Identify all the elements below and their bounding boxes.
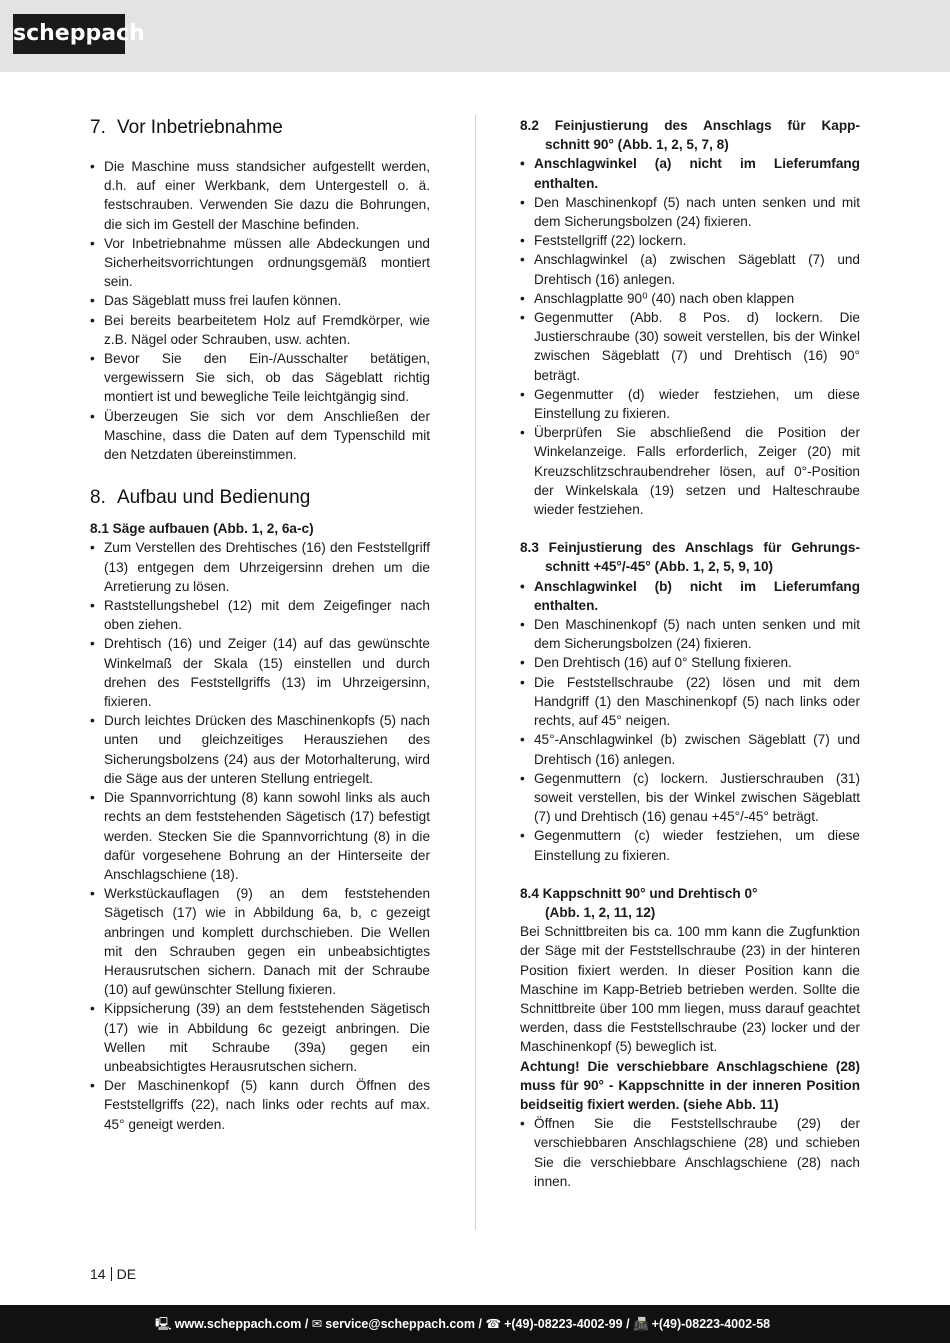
left-column	[90, 116, 430, 1134]
phone-icon: ☎	[485, 1317, 502, 1331]
section-8-3-heading: 8.3 Feinjustierung des Anschlags für Gehrungs- schnitt +45°/-45° (Abb. 1, 2, 5, 9, 10)	[520, 540, 860, 575]
list-item: • Werkstückauflagen (9) an dem feststehenden Sägetisch (17) wie in Abbildung 6a, b, c gezeigt anbringen und komplett durchschieben. Die Wellen mit den Schrauben gegen ein unbeabsichtigtes Herausrutschen sichern. Danach mit der Schraube (10) auf gewünschter Stellung fixieren.	[90, 884, 430, 999]
mail-icon: ✉	[311, 1317, 323, 1331]
list-item: • Der Maschinenkopf (5) kann durch Öffnen des Feststellgriffs (22), nach links oder rechts auf max. 45° geneigt werden.	[90, 1076, 430, 1134]
email-link[interactable]: service@scheppach.com	[325, 1317, 476, 1331]
fax-number: +(49)-08223-4002-58	[651, 1317, 771, 1331]
list-item: • Anschlagwinkel (b) nicht im Lieferumfang enthalten.	[520, 577, 860, 615]
list-item: • Gegenmuttern (c) wieder festziehen, um diese Einstellung zu fixieren.	[520, 826, 860, 864]
section-8-1-list	[90, 538, 430, 1133]
warning-paragraph: Achtung! Die verschiebbare Anschlagschiene (28) muss für 90° - Kappschnitte in der inneren Position beidseitig fixiert werden. (siehe Abb. 11)	[520, 1058, 860, 1112]
website-link[interactable]: www.scheppach.com	[174, 1317, 302, 1331]
column-divider	[475, 115, 476, 1230]
header-bar	[0, 0, 950, 72]
computer-icon: 🖳	[155, 1317, 172, 1331]
section-8-4-list	[520, 1114, 860, 1191]
list-item: • Drehtisch (16) und Zeiger (14) auf das gewünschte Winkelmaß der Skala (15) einstellen und durch drehen des Feststellgriffs (13) im Uhrzeigersinn, fixieren.	[90, 634, 430, 711]
list-item: • Gegenmuttern (c) lockern. Justierschrauben (31) soweit verstellen, bis der Winkel zwischen Sägeblatt (7) und Drehtisch (16) genau +45°/-45° beträgt.	[520, 769, 860, 827]
section-8-1-heading: 8.1 Säge aufbauen (Abb. 1, 2, 6a-c)	[90, 521, 314, 537]
list-item: • Überzeugen Sie sich vor dem Anschließen der Maschine, dass die Daten auf dem Typenschild mit den Netzdaten übereinstimmen.	[90, 407, 430, 465]
list-item: • Bei bereits bearbeitetem Holz auf Fremdkörper, wie z.B. Nägel oder Schrauben, usw. achten.	[90, 311, 430, 349]
list-item: • Anschlagwinkel (a) nicht im Lieferumfang enthalten.	[520, 154, 860, 192]
section-7-heading: 7. Vor Inbetriebnahme	[90, 117, 283, 138]
page-number-separator	[111, 1267, 112, 1281]
section-8-heading: 8. Aufbau und Bedienung	[90, 487, 311, 509]
list-item: • Anschlagplatte 90⁰ (40) nach oben klappen	[520, 289, 860, 308]
list-item: • Öffnen Sie die Feststellschraube (29) der verschiebbaren Anschlagschiene (28) und schieben Sie die verschiebbare Anschlagschiene (28) nach innen.	[520, 1114, 860, 1191]
list-item: • Gegenmutter (d) wieder festziehen, um diese Einstellung zu fixieren.	[520, 385, 860, 423]
list-item: • Die Feststellschraube (22) lösen und mit dem Handgriff (1) den Maschinenkopf (5) nach links oder rechts, auf 45° neigen.	[520, 673, 860, 731]
phone-number: +(49)-08223-4002-99	[504, 1317, 623, 1331]
section-8-2-heading: 8.2 Feinjustierung des Anschlags für Kapp- schnitt 90° (Abb. 1, 2, 5, 7, 8)	[520, 118, 860, 153]
list-item: • Anschlagwinkel (a) zwischen Sägeblatt (7) und Drehtisch (16) anlegen.	[520, 250, 860, 288]
list-item: • Zum Verstellen des Drehtisches (16) den Feststellgriff (13) entgegen dem Uhrzeigersinn drehen um die Arretierung zu lösen.	[90, 538, 430, 596]
list-item: • Raststellungshebel (12) mit dem Zeigefinger nach oben ziehen.	[90, 596, 430, 634]
fax-icon: 📠	[633, 1317, 649, 1331]
footer-contact: 🖳 www.scheppach.com / ✉ service@scheppach.com / ☎ +(49)-08223-4002-99 / 📠 +(49)-08223-4002-58	[155, 1305, 770, 1343]
section-8-4-paragraph: Bei Schnittbreiten bis ca. 100 mm kann die Zugfunktion der Säge mit der Feststellschraube (23) in der hinteren Position fixiert werden. In dieser Position kann die Maschine im Kapp-Betrieb betrieben werden. Sollte die Schnittbreite über 100 mm liegen, muss darauf geachtet werden, dass die Feststellschraube (23) locker und der Maschinenkopf (5) beweglich ist.	[520, 924, 860, 1055]
section-7-list	[90, 157, 430, 464]
list-item: • Überprüfen Sie abschließend die Position der Winkelanzeige. Falls erforderlich, Zeiger (20) mit Kreuzschlitzschraubendreher lösen, auf 0°-Position der Winkelskala (19) setzen und Halteschraube wieder festziehen.	[520, 423, 860, 519]
page-number: 14 DE	[90, 1266, 137, 1282]
list-item: • Feststellgriff (22) lockern.	[520, 231, 860, 250]
list-item: • Den Drehtisch (16) auf 0° Stellung fixieren.	[520, 653, 860, 672]
section-8-2-list	[520, 154, 860, 519]
list-item: • Bevor Sie den Ein-/Ausschalter betätigen, vergewissern Sie sich, ob das Sägeblatt richtig montiert ist und bewegliche Teile leichtgängig sind.	[90, 349, 430, 407]
list-item: • Kippsicherung (39) an dem feststehenden Sägetisch (17) wie in Abbildung 6c gezeigt anbringen. Die Wellen mit Schraube (39a) gegen ein unbeabsichtigtes Herausrutschen sichern.	[90, 999, 430, 1076]
list-item: • 45°-Anschlagwinkel (b) zwischen Sägeblatt (7) und Drehtisch (16) anlegen.	[520, 730, 860, 768]
list-item: • Das Sägeblatt muss frei laufen können.	[90, 291, 430, 310]
list-item: • Durch leichtes Drücken des Maschinenkopfs (5) nach unten und gleichzeitiges Herausziehen des Sicherungsbolzens (24) aus der Motorhalterung, wird die Säge aus der unteren Stellung entriegelt.	[90, 711, 430, 788]
list-item: • Den Maschinenkopf (5) nach unten senken und mit dem Sicherungsbolzen (24) fixieren.	[520, 615, 860, 653]
section-8-4-heading: 8.4 Kappschnitt 90° und Drehtisch 0° (Abb. 1, 2, 11, 12)	[520, 885, 758, 920]
scheppach-logo: scheppach	[13, 14, 125, 54]
list-item: • Die Maschine muss standsicher aufgestellt werden, d.h. auf einer Werkbank, dem Untergestell o. ä. festschrauben. Verwenden Sie dazu die Bohrungen, die sich im Gestell der Maschine befinden.	[90, 157, 430, 234]
list-item: • Den Maschinenkopf (5) nach unten senken und mit dem Sicherungsbolzen (24) fixieren.	[520, 193, 860, 231]
list-item: • Die Spannvorrichtung (8) kann sowohl links als auch rechts an dem feststehenden Sägetisch (17) befestigt werden. Stecken Sie die Spannvorrichtung (8) in die dafür vorgesehene Bohrung an der Hinterseite der Anschlagschiene (18).	[90, 788, 430, 884]
right-column	[520, 116, 860, 1191]
list-item: • Vor Inbetriebnahme müssen alle Abdeckungen und Sicherheitsvorrichtungen ordnungsgemäß montiert sein.	[90, 234, 430, 292]
section-8-3-list	[520, 577, 860, 865]
list-item: • Gegenmutter (Abb. 8 Pos. d) lockern. Die Justierschraube (30) soweit verstellen, bis der Winkel zwischen Sägeblatt (7) und Drehtisch (16) 90° beträgt.	[520, 308, 860, 385]
footer-bar	[0, 1305, 950, 1343]
